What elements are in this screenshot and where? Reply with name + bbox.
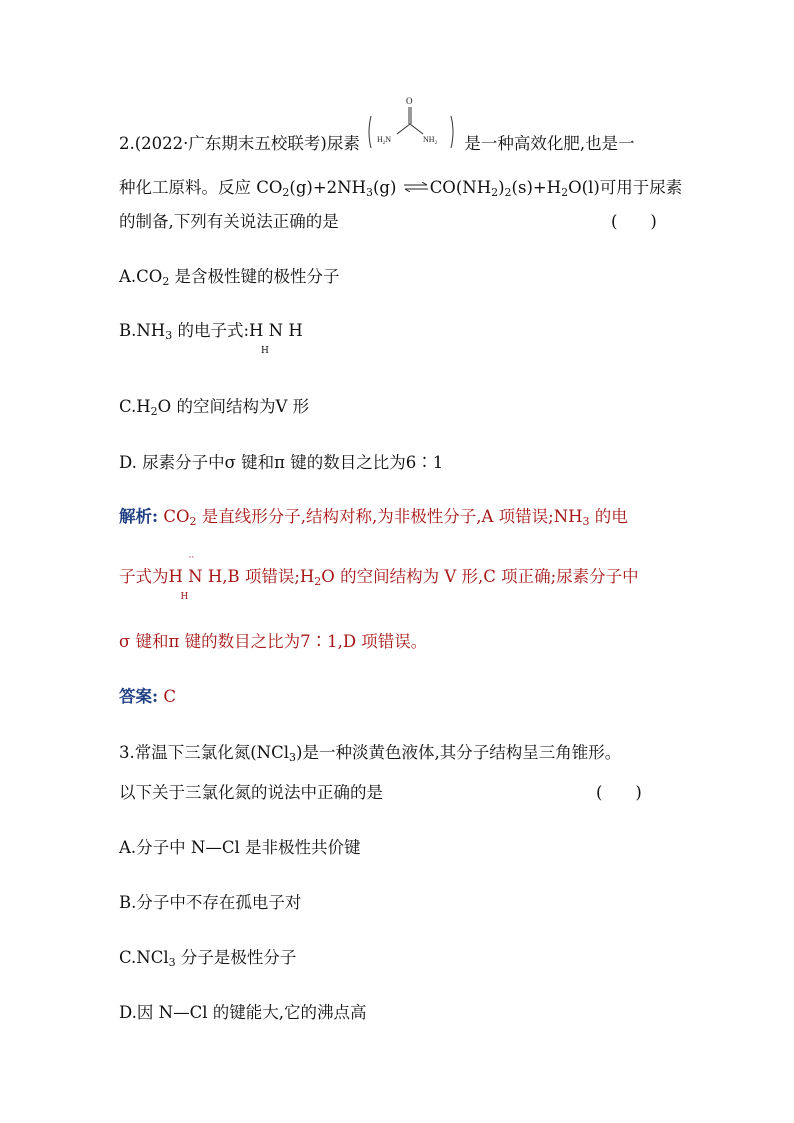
analysis-line-2 — [119, 553, 639, 602]
q2-l2-a: 种化工原料。反应 CO — [119, 178, 283, 197]
q2-l2-f: (s)+H — [511, 178, 562, 197]
sub: 3 — [289, 751, 297, 764]
q3-option-a: A.分子中 N—Cl 是非极性共价键 — [119, 838, 361, 857]
answer-line — [119, 686, 176, 708]
an-text: O 的空间结构为 V 形,C 项正确;尿素分子中 — [321, 567, 639, 586]
opt-text: 的电子式: — [172, 321, 250, 340]
urea-structure — [365, 96, 459, 152]
opt-text: O 的空间结构为V 形 — [157, 397, 310, 416]
q2-line-1 — [119, 96, 635, 155]
answer-value: C — [158, 687, 176, 706]
q2-l2-e: ) — [498, 178, 505, 197]
sub: 3 — [366, 186, 373, 199]
q2-option-a — [119, 266, 340, 288]
q2-stem-cont: 是一种高效化肥,也是一 — [464, 134, 635, 153]
sub: 3 — [582, 515, 590, 528]
sub: 2 — [189, 515, 197, 528]
q2-l2-c: (g) — [373, 178, 397, 197]
urea-h2n-n: N — [385, 135, 392, 144]
sub: 2 — [561, 186, 569, 199]
q2-l2-g: O(l)可用于尿素 — [568, 178, 683, 197]
q2-answer-blank: ( ) — [611, 212, 657, 231]
q2-line-3: 的制备,下列有关说法正确的是 — [119, 212, 339, 231]
opt-text: A.CO — [119, 267, 163, 286]
q2-l2-d: CO(NH — [429, 178, 492, 197]
q2-option-b — [119, 320, 303, 356]
urea-h2n-h: H — [377, 135, 383, 144]
q3-line-1 — [119, 742, 621, 764]
q3-text: 3.常温下三氯化氮(NCl — [119, 743, 290, 762]
q2-l2-b: (g)+2NH — [289, 178, 366, 197]
q2-line-2 — [119, 177, 682, 199]
nh3-lewis-structure-analysis — [168, 553, 223, 602]
analysis-line-3: σ 键和π 键的数目之比为7∶1,D 项错误。 — [119, 632, 428, 651]
urea-structure-svg — [365, 90, 459, 156]
q2-option-c — [119, 396, 309, 418]
an-text: 是直线形分子,结构对称,为非极性分子,A 项错误;NH — [196, 507, 583, 526]
sub: 3 — [168, 956, 176, 969]
opt-text: C.NCl — [119, 948, 169, 967]
sub: 2 — [491, 186, 499, 199]
answer-label: 答案: — [119, 687, 159, 706]
urea-nh2-sub: 2 — [434, 141, 438, 146]
opt-text: 分子是极性分子 — [175, 948, 297, 967]
lewis-below-h: H — [261, 346, 269, 356]
q3-option-c — [119, 947, 296, 969]
q3-option-b: B.分子中不存在孤电子对 — [119, 893, 302, 912]
opt-text: 是含极性键的极性分子 — [169, 267, 340, 286]
q3-answer-blank: ( ) — [596, 783, 642, 802]
opt-text: B.NH — [119, 321, 166, 340]
lewis-below-h: H — [180, 592, 189, 602]
nh3-lewis-structure — [249, 320, 303, 356]
q2-stem-start: 2.(2022·广东期末五校联考)尿素 — [119, 134, 360, 153]
sub: 2 — [314, 575, 322, 588]
q3-line-2: 以下关于三氯化氮的说法中正确的是 — [119, 783, 383, 802]
an-text: 子式为 — [119, 567, 169, 586]
q3-text: )是一种淡黄色液体,其分子结构呈三角锥形。 — [296, 743, 622, 762]
an-text: CO — [158, 507, 190, 526]
urea-oxygen: O — [406, 96, 413, 106]
an-text: ,B 项错误;H — [222, 567, 315, 586]
sub: 2 — [504, 186, 512, 199]
sub: 3 — [165, 329, 173, 342]
sub: 2 — [162, 275, 170, 288]
lewis-main: H N H — [249, 321, 303, 340]
q3-option-d: D.因 N—Cl 的键能大,它的沸点高 — [119, 1003, 367, 1022]
lewis-dots: ·· — [188, 553, 195, 563]
svg-text:NH2 — [423, 135, 438, 146]
opt-text: C.H — [119, 397, 151, 416]
equilibrium-arrow-icon — [402, 182, 430, 192]
urea-h2n-sub: 2 — [382, 141, 386, 146]
urea-nh2: NH — [423, 135, 435, 144]
analysis-line-1 — [119, 506, 628, 528]
an-text: 的电 — [589, 507, 628, 526]
q2-option-d: D. 尿素分子中σ 键和π 键的数目之比为6∶1 — [119, 453, 444, 472]
lewis-main: H N H — [168, 567, 223, 586]
analysis-label: 解析: — [119, 507, 159, 526]
svg-text:H2N — [377, 135, 391, 146]
sub: 2 — [150, 405, 158, 418]
sub: 2 — [282, 186, 290, 199]
